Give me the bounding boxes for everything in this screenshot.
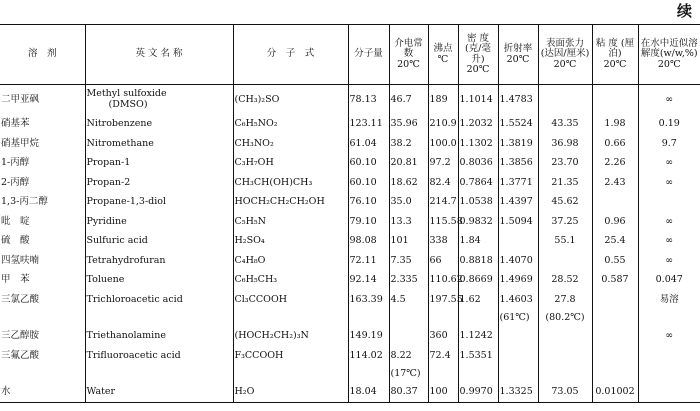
cell-solubility <box>638 366 700 383</box>
cell-viscosity: 0.96 <box>592 212 638 232</box>
cell-molecular-weight <box>348 366 389 383</box>
header-mw: 分子量 <box>348 25 389 85</box>
cell-density: 1.1242 <box>458 327 498 347</box>
cell-boiling-point: 72.4 <box>428 346 458 366</box>
cell-molecular-weight: 92.14 <box>348 271 389 291</box>
cell-formula: C₅H₅N <box>233 212 348 232</box>
cell-density: 1.84 <box>458 232 498 252</box>
cell-density: 1.1302 <box>458 134 498 154</box>
cell-refractive-index: 1.4969 <box>498 271 538 291</box>
cell-formula: F₃CCOOH <box>233 346 348 366</box>
cell-formula: H₂SO₄ <box>233 232 348 252</box>
cell-viscosity <box>592 290 638 310</box>
cell-formula: C₆H₅NO₂ <box>233 115 348 135</box>
table-row <box>0 310 700 327</box>
table-row <box>0 212 700 232</box>
cell-surface-tension <box>538 251 592 271</box>
cell-dielectric: 18.62 <box>389 173 428 193</box>
cell-boiling-point: 100 <box>428 383 458 403</box>
cell-formula: C₄H₈O <box>233 251 348 271</box>
cell-density: 0.8818 <box>458 251 498 271</box>
header-surface-tension: 表面张力(达因/厘米) 20℃ <box>538 25 592 85</box>
table-row <box>0 173 700 193</box>
cell-surface-tension: 23.70 <box>538 154 592 174</box>
cell-molecular-weight: 61.04 <box>348 134 389 154</box>
cell-solubility: 易溶 <box>638 290 700 310</box>
cell-formula: (HOCH₂CH₂)₃N <box>233 327 348 347</box>
cell-refractive-index <box>498 327 538 347</box>
cell-solubility: ∞ <box>638 232 700 252</box>
table-row <box>0 383 700 403</box>
cell-solubility: ∞ <box>638 154 700 174</box>
cell-english-name: Trifluoroacetic acid <box>85 346 233 366</box>
cell-surface-tension: 43.35 <box>538 115 592 135</box>
cell-chinese-name: 硝基苯 <box>1 118 30 130</box>
cell-viscosity <box>592 310 638 327</box>
cell-viscosity <box>592 327 638 347</box>
cell-viscosity: 2.43 <box>592 173 638 193</box>
cell-refractive-index: (61℃) <box>498 310 538 327</box>
table-row <box>0 232 700 252</box>
solvent-properties-table <box>0 24 700 403</box>
cell-density <box>458 366 498 383</box>
table-row <box>0 251 700 271</box>
cell-viscosity <box>592 85 638 115</box>
cell-english-name: Triethanolamine <box>85 327 233 347</box>
cell-solubility: 0.047 <box>638 271 700 291</box>
cell-english-name: Nitrobenzene <box>85 115 233 135</box>
cell-dielectric: 13.3 <box>389 212 428 232</box>
cell-dielectric: 38.2 <box>389 134 428 154</box>
table-row <box>0 271 700 291</box>
cell-dielectric: 8.22 <box>389 346 428 366</box>
table-row <box>0 193 700 213</box>
cell-surface-tension <box>538 346 592 366</box>
header-english: 英 文 名 称 <box>85 25 233 85</box>
cell-dielectric: 7.35 <box>389 251 428 271</box>
cell-formula <box>233 366 348 383</box>
cell-dielectric: 35.96 <box>389 115 428 135</box>
cell-english-name: Tetrahydrofuran <box>85 251 233 271</box>
cell-viscosity <box>592 193 638 213</box>
header-refractive: 折射率 20℃ <box>498 25 538 85</box>
cell-surface-tension: 27.8 <box>538 290 592 310</box>
cell-density: 0.8669 <box>458 271 498 291</box>
cell-dielectric: 80.37 <box>389 383 428 403</box>
cell-refractive-index: 1.4397 <box>498 193 538 213</box>
cell-solubility: 9.7 <box>638 134 700 154</box>
cell-english-name: Propan-1 <box>85 154 233 174</box>
cell-surface-tension: 21.35 <box>538 173 592 193</box>
table-row <box>0 346 700 366</box>
cell-chinese-name: 2-丙醇 <box>1 176 30 188</box>
cell-boiling-point: 82.4 <box>428 173 458 193</box>
cell-chinese-name: 甲 苯 <box>1 274 30 286</box>
cell-english-name <box>85 366 233 383</box>
cell-density: 0.9970 <box>458 383 498 403</box>
cell-boiling-point: 338 <box>428 232 458 252</box>
table-row <box>0 154 700 174</box>
cell-english-name: Methyl sulfoxide (DMSO) <box>85 85 233 115</box>
cell-boiling-point: 360 <box>428 327 458 347</box>
cell-molecular-weight: 149.19 <box>348 327 389 347</box>
cell-dielectric: 2.335 <box>389 271 428 291</box>
cell-surface-tension: 45.62 <box>538 193 592 213</box>
cell-boiling-point: 189 <box>428 85 458 115</box>
cell-density: 0.9832 <box>458 212 498 232</box>
cell-chinese-name <box>0 366 85 383</box>
cell-boiling-point: 210.9 <box>428 115 458 135</box>
cell-molecular-weight: 163.39 <box>348 290 389 310</box>
cell-refractive-index: 1.3771 <box>498 173 538 193</box>
header-density: 密 度 (克/毫升) 20℃ <box>458 25 498 85</box>
cell-formula: CH₃CH(OH)CH₃ <box>233 173 348 193</box>
cell-viscosity: 0.55 <box>592 251 638 271</box>
cell-refractive-index <box>498 346 538 366</box>
cell-boiling-point <box>428 310 458 327</box>
cell-formula <box>233 310 348 327</box>
cell-density: 1.5351 <box>458 346 498 366</box>
cell-surface-tension: 36.98 <box>538 134 592 154</box>
cell-refractive-index: 1.4783 <box>498 85 538 115</box>
cell-dielectric <box>389 310 428 327</box>
cell-refractive-index: 1.3819 <box>498 134 538 154</box>
cell-solubility: 0.19 <box>638 115 700 135</box>
cell-english-name: Water <box>85 383 233 403</box>
table-row <box>0 290 700 310</box>
cell-surface-tension <box>538 366 592 383</box>
cell-refractive-index <box>498 232 538 252</box>
cell-english-name: Propan-2 <box>85 173 233 193</box>
cell-solubility: ∞ <box>638 327 700 347</box>
cell-dielectric: (17℃) <box>389 366 428 383</box>
cell-molecular-weight: 72.11 <box>348 251 389 271</box>
cell-molecular-weight: 76.10 <box>348 193 389 213</box>
table-row <box>0 366 700 383</box>
table-row <box>0 134 700 154</box>
header-solvent: 溶 剂 <box>0 25 85 85</box>
cell-refractive-index: 1.4603 <box>498 290 538 310</box>
cell-surface-tension: 28.52 <box>538 271 592 291</box>
cell-molecular-weight: 60.10 <box>348 173 389 193</box>
cell-chinese-name: 三乙醇胺 <box>1 330 40 342</box>
cell-surface-tension: 73.05 <box>538 383 592 403</box>
cell-chinese-name: 硫 酸 <box>1 235 30 247</box>
table-row <box>0 85 700 115</box>
cell-chinese-name: 1-丙醇 <box>1 157 30 169</box>
cell-viscosity: 0.587 <box>592 271 638 291</box>
cell-solubility: ∞ <box>638 212 700 232</box>
cell-refractive-index: 1.3325 <box>498 383 538 403</box>
cell-viscosity <box>592 366 638 383</box>
cell-english-name: Pyridine <box>85 212 233 232</box>
cell-english-name: Propane-1,3-diol <box>85 193 233 213</box>
cell-refractive-index: 1.4070 <box>498 251 538 271</box>
cell-density: 0.8036 <box>458 154 498 174</box>
cell-density: 0.7864 <box>458 173 498 193</box>
cell-viscosity <box>592 346 638 366</box>
cell-solubility: ∞ <box>638 173 700 193</box>
cell-english-name: Sulfuric acid <box>85 232 233 252</box>
cell-chinese-name: 1,3-丙二醇 <box>1 196 48 208</box>
cell-chinese-name: 吡 啶 <box>1 215 30 227</box>
cell-boiling-point: 110.62 <box>428 271 458 291</box>
cell-english-name: Toluene <box>85 271 233 291</box>
cell-chinese-name: 二甲亚砜 <box>1 93 40 105</box>
cell-molecular-weight: 60.10 <box>348 154 389 174</box>
cell-solubility <box>638 193 700 213</box>
table-row <box>0 327 700 347</box>
cell-molecular-weight <box>348 310 389 327</box>
cell-dielectric: 35.0 <box>389 193 428 213</box>
header-viscosity: 粘 度 (厘泊) 20℃ <box>592 25 638 85</box>
cell-english-name: Nitromethane <box>85 134 233 154</box>
cell-refractive-index: 1.3856 <box>498 154 538 174</box>
cell-solubility: ∞ <box>638 251 700 271</box>
cell-dielectric: 101 <box>389 232 428 252</box>
cell-viscosity: 1.98 <box>592 115 638 135</box>
cell-molecular-weight: 123.11 <box>348 115 389 135</box>
cell-viscosity: 2.26 <box>592 154 638 174</box>
cell-boiling-point: 66 <box>428 251 458 271</box>
cell-formula: CH₃NO₂ <box>233 134 348 154</box>
cell-english-name <box>85 310 233 327</box>
cell-formula: C₃H₇OH <box>233 154 348 174</box>
cell-refractive-index: 1.5094 <box>498 212 538 232</box>
cell-solubility: ∞ <box>638 85 700 115</box>
cell-chinese-name: 水 <box>0 383 85 403</box>
cell-english-name: Trichloroacetic acid <box>85 290 233 310</box>
cell-molecular-weight: 114.02 <box>348 346 389 366</box>
cell-chinese-name: 三氟乙酸 <box>1 349 40 361</box>
cell-boiling-point: 214.7 <box>428 193 458 213</box>
cell-surface-tension: (80.2℃) <box>538 310 592 327</box>
cell-surface-tension <box>538 85 592 115</box>
cell-density: 1.2032 <box>458 115 498 135</box>
table-row <box>0 115 700 135</box>
cell-solubility <box>638 346 700 366</box>
cell-dielectric: 20.81 <box>389 154 428 174</box>
cell-dielectric: 46.7 <box>389 85 428 115</box>
cell-molecular-weight: 78.13 <box>348 85 389 115</box>
cell-chinese-name: 硝基甲烷 <box>1 137 40 149</box>
cell-dielectric <box>389 327 428 347</box>
cell-solubility <box>638 310 700 327</box>
cell-viscosity: 25.4 <box>592 232 638 252</box>
cell-formula: (CH₃)₂SO <box>233 85 348 115</box>
cell-molecular-weight: 18.04 <box>348 383 389 403</box>
cell-density <box>458 310 498 327</box>
cell-formula: Cl₃CCOOH <box>233 290 348 310</box>
cell-boiling-point: 100.0 <box>428 134 458 154</box>
cell-viscosity: 0.01002 <box>592 383 638 403</box>
cell-boiling-point <box>428 366 458 383</box>
cell-molecular-weight: 98.08 <box>348 232 389 252</box>
cell-density: 1.1014 <box>458 85 498 115</box>
cell-dielectric: 4.5 <box>389 290 428 310</box>
cell-density: 1.0538 <box>458 193 498 213</box>
cell-formula: HOCH₂CH₂CH₂OH <box>233 193 348 213</box>
cell-chinese-name <box>0 310 85 327</box>
continued-label: 续 <box>676 2 692 20</box>
cell-chinese-name: 四氢呋喃 <box>1 254 40 266</box>
cell-surface-tension <box>538 327 592 347</box>
cell-density: 1.62 <box>458 290 498 310</box>
cell-formula: C₆H₅CH₃ <box>233 271 348 291</box>
cell-boiling-point: 97.2 <box>428 154 458 174</box>
header-bp: 沸点 ℃ <box>428 25 458 85</box>
cell-surface-tension: 37.25 <box>538 212 592 232</box>
cell-refractive-index <box>498 366 538 383</box>
cell-surface-tension: 55.1 <box>538 232 592 252</box>
cell-solubility <box>638 383 700 403</box>
cell-boiling-point: 197.55 <box>428 290 458 310</box>
cell-formula: H₂O <box>233 383 348 403</box>
cell-chinese-name: 三氯乙酸 <box>1 293 40 305</box>
cell-molecular-weight: 79.10 <box>348 212 389 232</box>
header-dielectric: 介电常数 20℃ <box>389 25 428 85</box>
cell-viscosity: 0.66 <box>592 134 638 154</box>
header-row <box>0 25 700 85</box>
header-solubility: 在水中近似溶解度(w/w,%) 20℃ <box>638 25 700 85</box>
cell-refractive-index: 1.5524 <box>498 115 538 135</box>
cell-boiling-point: 115.58 <box>428 212 458 232</box>
header-formula: 分 子 式 <box>233 25 348 85</box>
